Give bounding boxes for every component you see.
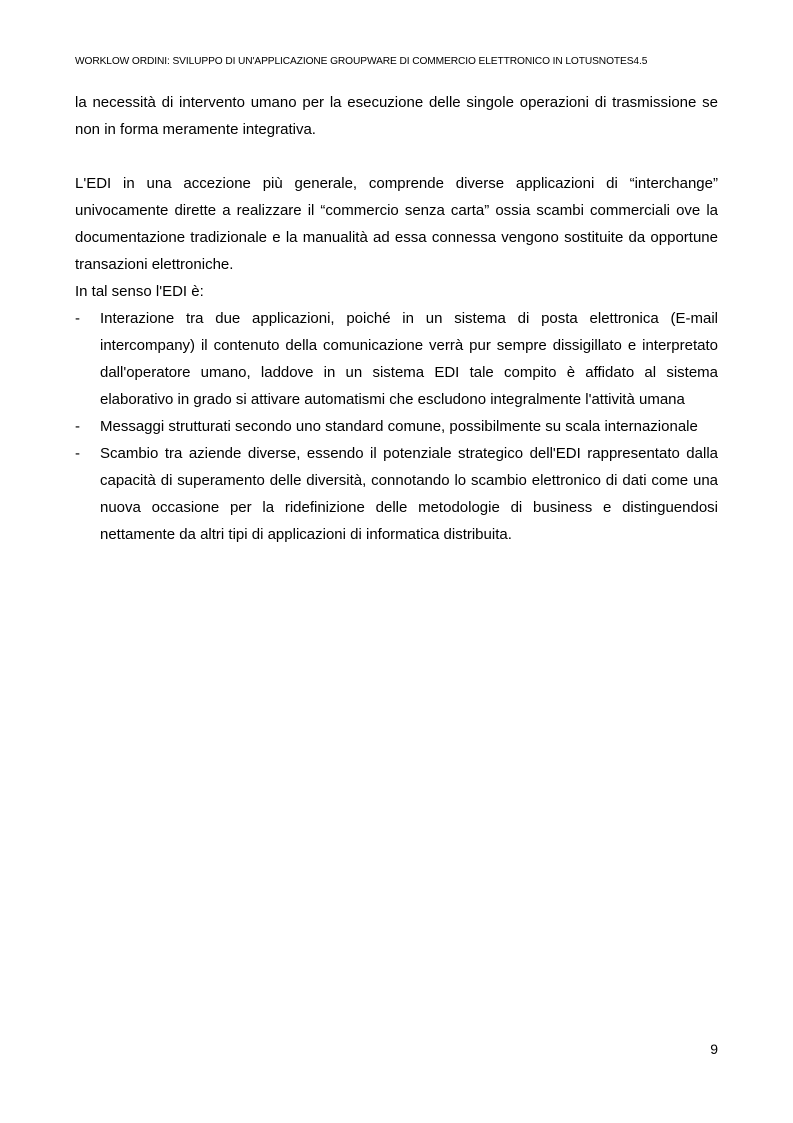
- bullet-list: [75, 305, 718, 548]
- list-item: [75, 440, 718, 548]
- paragraph-list-intro: In tal senso l'EDI è:: [75, 283, 204, 300]
- list-item: [75, 413, 718, 440]
- bullet-dash: -: [75, 418, 80, 435]
- list-item: [75, 305, 718, 413]
- body-text: [75, 89, 718, 548]
- list-item-text: Interazione tra due applicazioni, poiché in un sistema di posta elettronica (E-mail intercompany) il contenuto della comunicazione verrà pur sempre dissigillato e interpretato dall'operatore umano, laddove in un sistema EDI tale compito è affidato al sistema elaborativo in grado si attivare automatismi che escludono integralmente l'attività umana: [100, 310, 718, 408]
- list-item-text: Scambio tra aziende diverse, essendo il potenziale strategico dell'EDI rappresentato dalla capacità di superamento delle diversità, connotando lo scambio elettronico di dati come una nuova occasione per la ridefinizione delle metodologie di business e distinguendosi nettamente da altri tipi di applicazioni di informatica distribuita.: [100, 445, 718, 543]
- paragraph-continuation: la necessità di intervento umano per la esecuzione delle singole operazioni di trasmissione se non in forma meramente integrativa.: [75, 94, 718, 138]
- bullet-dash: -: [75, 310, 80, 327]
- paragraph-spacer: [75, 143, 718, 170]
- running-header: WORKLOW ORDINI: SVILUPPO DI UN'APPLICAZIONE GROUPWARE DI COMMERCIO ELETTRONICO IN LOTUSNOTES4.5: [75, 56, 648, 67]
- paragraph-edi-general: L'EDI in una accezione più generale, comprende diverse applicazioni di “interchange” univocamente dirette a realizzare il “commercio senza carta” ossia scambi commerciali ove la documentazione tradizionale e la manualità ad essa connessa vengono sostituite da opportune transazioni elettroniche.: [75, 175, 718, 273]
- bullet-dash: -: [75, 445, 80, 462]
- page-number: 9: [710, 1041, 718, 1057]
- list-item-text: Messaggi strutturati secondo uno standard comune, possibilmente su scala internazionale: [100, 418, 698, 435]
